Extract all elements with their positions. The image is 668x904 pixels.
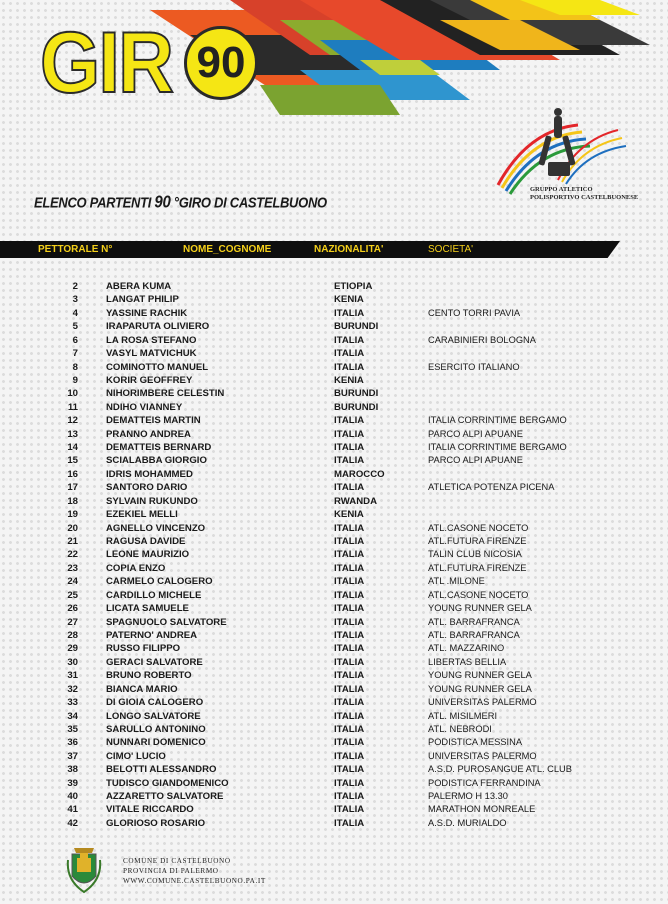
runner-club: PARCO ALPI APUANE xyxy=(428,455,523,466)
runner-bib: 13 xyxy=(67,428,78,440)
runner-nationality: ITALIA xyxy=(334,482,365,494)
runner-name: CIMO' LUCIO xyxy=(106,750,166,762)
runner-nationality: ITALIA xyxy=(334,791,365,803)
runner-bib: 10 xyxy=(67,388,78,400)
runner-bib: 37 xyxy=(67,750,78,762)
table-row xyxy=(0,602,668,615)
table-row xyxy=(0,790,668,803)
runner-bib: 34 xyxy=(67,710,78,722)
runner-name: SARULLO ANTONINO xyxy=(106,723,206,735)
runner-bib: 35 xyxy=(67,723,78,735)
runner-name: RAGUSA DAVIDE xyxy=(106,536,186,548)
table-row xyxy=(0,817,668,830)
runner-nationality: MAROCCO xyxy=(334,468,385,480)
runner-bib: 14 xyxy=(67,442,78,454)
runner-bib: 5 xyxy=(72,321,78,333)
runner-club: ITALIA CORRINTIME BERGAMO xyxy=(428,415,567,426)
runner-name: TUDISCO GIANDOMENICO xyxy=(106,777,229,789)
column-header-societa: SOCIETA' xyxy=(428,244,474,255)
runner-name: AGNELLO VINCENZO xyxy=(106,522,206,534)
runner-bib: 16 xyxy=(67,468,78,480)
runner-nationality: ITALIA xyxy=(334,643,365,655)
runner-club: UNIVERSITAS PALERMO xyxy=(428,750,537,761)
runner-name: BIANCA MARIO xyxy=(106,683,178,695)
runner-nationality: ETIOPIA xyxy=(334,281,373,292)
runner-nationality: ITALIA xyxy=(334,683,365,695)
runner-name: DEMATTEIS MARTIN xyxy=(106,415,201,427)
runner-nationality: ITALIA xyxy=(334,562,365,574)
table-row xyxy=(0,562,668,575)
runner-bib: 24 xyxy=(67,576,78,588)
table-row xyxy=(0,683,668,696)
table-row xyxy=(0,522,668,535)
runner-club: ATL. MAZZARINO xyxy=(428,643,505,654)
runner-name: SANTORO DARIO xyxy=(106,482,188,494)
runner-club: ATL.FUTURA FIRENZE xyxy=(428,562,527,573)
page-title xyxy=(34,193,327,213)
runner-nationality: ITALIA xyxy=(334,697,365,709)
runner-bib: 17 xyxy=(67,482,78,494)
column-header-nazionalita: NAZIONALITA' xyxy=(314,244,384,255)
runner-bib: 38 xyxy=(67,764,78,776)
runner-nationality: ITALIA xyxy=(334,415,365,427)
runner-club: ESERCITO ITALIANO xyxy=(428,361,520,372)
runner-name: LICATA SAMUELE xyxy=(106,603,189,615)
runner-name: COPIA ENZO xyxy=(106,562,166,574)
runner-bib: 9 xyxy=(72,374,78,386)
runner-nationality: RWANDA xyxy=(334,495,377,507)
table-row xyxy=(0,777,668,790)
runner-club: ATL. MISILMERI xyxy=(428,710,498,721)
table-row xyxy=(0,763,668,776)
runner-name: PATERNO' ANDREA xyxy=(106,629,198,641)
table-row xyxy=(0,629,668,642)
runner-name: EZEKIEL MELLI xyxy=(106,509,178,521)
runner-bib: 30 xyxy=(67,656,78,668)
runner-club: PALERMO H 13.30 xyxy=(428,791,508,802)
runner-nationality: ITALIA xyxy=(334,710,365,722)
runner-name: BELOTTI ALESSANDRO xyxy=(106,764,217,776)
runner-name: COMINOTTO MANUEL xyxy=(106,361,209,373)
runner-name: SPAGNUOLO SALVATORE xyxy=(106,616,227,628)
runner-name: CARDILLO MICHELE xyxy=(106,589,202,601)
runner-name: LEONE MAURIZIO xyxy=(106,549,190,561)
runner-nationality: ITALIA xyxy=(334,522,365,534)
table-row xyxy=(0,334,668,347)
runner-name: DEMATTEIS BERNARD xyxy=(106,442,212,454)
runner-nationality: ITALIA xyxy=(334,804,365,816)
runner-bib: 31 xyxy=(67,670,78,682)
table-row xyxy=(0,387,668,400)
runner-club: ATL. BARRAFRANCA xyxy=(428,616,520,627)
runner-name: GLORIOSO ROSARIO xyxy=(106,817,206,829)
runner-bib: 11 xyxy=(67,401,78,413)
runner-bib: 15 xyxy=(67,455,78,467)
table-row xyxy=(0,361,668,374)
runner-bib: 23 xyxy=(67,562,78,574)
runner-bib: 40 xyxy=(67,791,78,803)
runner-club: YOUNG RUNNER GELA xyxy=(428,670,532,681)
runner-name: PRANNO ANDREA xyxy=(106,428,191,440)
runner-club: ATL. BARRAFRANCA xyxy=(428,629,520,640)
runner-bib: 7 xyxy=(72,348,78,360)
runner-bib: 28 xyxy=(67,629,78,641)
club-name-line2: POLISPORTIVO CASTELBUONESE xyxy=(530,194,639,201)
runner-nationality: ITALIA xyxy=(334,361,365,373)
runner-name: RUSSO FILIPPO xyxy=(106,643,181,655)
table-row xyxy=(0,723,668,736)
table-row xyxy=(0,307,668,320)
table-row xyxy=(0,642,668,655)
runner-bib: 4 xyxy=(72,307,78,319)
runner-bib: 32 xyxy=(67,683,78,695)
runner-nationality: ITALIA xyxy=(334,589,365,601)
runner-nationality: ITALIA xyxy=(334,670,365,682)
runner-name: VASYL MATVICHUK xyxy=(106,348,197,360)
event-logo-number: 90 xyxy=(184,26,258,100)
table-row xyxy=(0,750,668,763)
runner-club: CENTO TORRI PAVIA xyxy=(428,307,521,318)
runner-club: MARATHON MONREALE xyxy=(428,804,536,815)
club-name-line1: GRUPPO ATLETICO xyxy=(530,186,593,193)
runner-nationality: ITALIA xyxy=(334,764,365,776)
runner-nationality: ITALIA xyxy=(334,723,365,735)
runner-nationality: ITALIA xyxy=(334,777,365,789)
runner-nationality: ITALIA xyxy=(334,549,365,561)
runner-name: YASSINE RACHIK xyxy=(106,307,188,319)
runner-name: CARMELO CALOGERO xyxy=(106,576,213,588)
runner-bib: 19 xyxy=(67,509,78,521)
table-row xyxy=(0,589,668,602)
table-row xyxy=(0,548,668,561)
table-row xyxy=(0,374,668,387)
runner-bib: 36 xyxy=(67,737,78,749)
runner-bib: 21 xyxy=(67,536,78,548)
table-row xyxy=(0,454,668,467)
runner-nationality: KENIA xyxy=(334,374,364,386)
runner-bib: 2 xyxy=(72,281,78,292)
runner-name: ABERA KUMA xyxy=(106,281,172,292)
table-row xyxy=(0,535,668,548)
column-header-nome: NOME_COGNOME xyxy=(183,244,272,255)
runner-bib: 29 xyxy=(67,643,78,655)
table-row xyxy=(0,401,668,414)
runner-bib: 8 xyxy=(72,361,78,373)
runner-club: ATL.CASONE NOCETO xyxy=(428,522,529,533)
runner-nationality: ITALIA xyxy=(334,817,365,829)
runner-club: LIBERTAS BELLIA xyxy=(428,656,507,667)
runner-nationality: ITALIA xyxy=(334,576,365,588)
runner-club: ATL .MILONE xyxy=(428,576,485,587)
runner-list xyxy=(0,280,668,830)
table-row xyxy=(0,441,668,454)
runner-name: BRUNO ROBERTO xyxy=(106,670,192,682)
runner-nationality: ITALIA xyxy=(334,428,365,440)
runner-nationality: ITALIA xyxy=(334,348,365,360)
runner-nationality: ITALIA xyxy=(334,737,365,749)
footer-municipality: COMUNE DI CASTELBUONO xyxy=(123,857,231,865)
club-logo xyxy=(488,100,628,200)
town-crest-icon xyxy=(64,840,104,894)
table-row xyxy=(0,468,668,481)
column-header-pettorale: PETTORALE N° xyxy=(38,244,113,255)
runner-name: IDRIS MOHAMMED xyxy=(106,468,193,480)
runner-bib: 22 xyxy=(67,549,78,561)
runner-nationality: BURUNDI xyxy=(334,401,379,413)
runner-nationality: ITALIA xyxy=(334,455,365,467)
runner-bib: 12 xyxy=(67,415,78,427)
runner-name: LA ROSA STEFANO xyxy=(106,334,197,346)
runner-name: NDIHO VIANNEY xyxy=(106,401,183,413)
runner-club: ATLETICA POTENZA PICENA xyxy=(428,482,555,493)
event-logo-text: GIR xyxy=(40,15,173,111)
table-row xyxy=(0,656,668,669)
table-row xyxy=(0,669,668,682)
runner-club: ITALIA CORRINTIME BERGAMO xyxy=(428,442,567,453)
table-row xyxy=(0,696,668,709)
runner-club: ATL. NEBRODI xyxy=(428,723,492,734)
table-row xyxy=(0,414,668,427)
runner-bib: 41 xyxy=(67,804,78,816)
title-number: 90 xyxy=(154,192,171,213)
runner-name: VITALE RICCARDO xyxy=(106,804,194,816)
table-row xyxy=(0,280,668,293)
runner-club: PODISTICA MESSINA xyxy=(428,737,523,748)
table-row xyxy=(0,481,668,494)
runner-bib: 20 xyxy=(67,522,78,534)
runner-club: A.S.D. MURIALDO xyxy=(428,817,507,828)
runner-nationality: ITALIA xyxy=(334,616,365,628)
runner-club: PODISTICA FERRANDINA xyxy=(428,777,541,788)
runner-club: PARCO ALPI APUANE xyxy=(428,428,523,439)
table-row xyxy=(0,710,668,723)
runner-name: LONGO SALVATORE xyxy=(106,710,201,722)
runner-nationality: ITALIA xyxy=(334,656,365,668)
runner-club: ATL.FUTURA FIRENZE xyxy=(428,536,527,547)
table-row xyxy=(0,320,668,333)
runner-club: YOUNG RUNNER GELA xyxy=(428,603,532,614)
runner-nationality: ITALIA xyxy=(334,629,365,641)
runner-bib: 33 xyxy=(67,697,78,709)
runner-nationality: BURUNDI xyxy=(334,321,379,333)
runner-bib: 6 xyxy=(72,334,78,346)
runner-nationality: KENIA xyxy=(334,294,364,306)
table-row xyxy=(0,347,668,360)
table-row xyxy=(0,293,668,306)
runner-name: AZZARETTO SALVATORE xyxy=(106,791,224,803)
runner-name: NIHORIMBERE CELESTIN xyxy=(106,388,225,400)
table-row xyxy=(0,508,668,521)
runner-bib: 18 xyxy=(67,495,78,507)
runner-club: UNIVERSITAS PALERMO xyxy=(428,697,537,708)
runner-nationality: ITALIA xyxy=(334,307,365,319)
title-suffix: °GIRO DI CASTELBUONO xyxy=(170,193,327,212)
runner-name: SCIALABBA GIORGIO xyxy=(106,455,207,467)
runner-nationality: ITALIA xyxy=(334,334,365,346)
runner-club: A.S.D. PUROSANGUE ATL. CLUB xyxy=(428,764,572,775)
runner-nationality: ITALIA xyxy=(334,442,365,454)
runner-nationality: ITALIA xyxy=(334,536,365,548)
runner-name: SYLVAIN RUKUNDO xyxy=(106,495,198,507)
runner-name: IRAPARUTA OLIVIERO xyxy=(106,321,210,333)
runner-bib: 26 xyxy=(67,603,78,615)
table-row xyxy=(0,616,668,629)
runner-nationality: ITALIA xyxy=(334,750,365,762)
table-row xyxy=(0,736,668,749)
table-row xyxy=(0,575,668,588)
runner-nationality: KENIA xyxy=(334,509,364,521)
runner-bib: 42 xyxy=(67,817,78,829)
runner-bib: 25 xyxy=(67,589,78,601)
runner-name: GERACI SALVATORE xyxy=(106,656,203,668)
runner-name: NUNNARI DOMENICO xyxy=(106,737,206,749)
runner-bib: 3 xyxy=(72,294,78,306)
runner-name: LANGAT PHILIP xyxy=(106,294,179,306)
runner-name: DI GIOIA CALOGERO xyxy=(106,697,204,709)
runner-nationality: ITALIA xyxy=(334,603,365,615)
runner-name: KORIR GEOFFREY xyxy=(106,374,193,386)
runner-nationality: BURUNDI xyxy=(334,388,379,400)
runner-club: ATL.CASONE NOCETO xyxy=(428,589,529,600)
table-row xyxy=(0,428,668,441)
title-prefix: ELENCO PARTENTI xyxy=(34,193,155,212)
table-row xyxy=(0,803,668,816)
runner-club: TALIN CLUB NICOSIA xyxy=(428,549,522,560)
runner-bib: 39 xyxy=(67,777,78,789)
table-row xyxy=(0,495,668,508)
runner-bib: 27 xyxy=(67,616,78,628)
footer-province: PROVINCIA DI PALERMO xyxy=(123,867,219,875)
footer-website: WWW.COMUNE.CASTELBUONO.PA.IT xyxy=(123,877,266,885)
runner-club: YOUNG RUNNER GELA xyxy=(428,683,532,694)
runner-club: CARABINIERI BOLOGNA xyxy=(428,334,536,345)
